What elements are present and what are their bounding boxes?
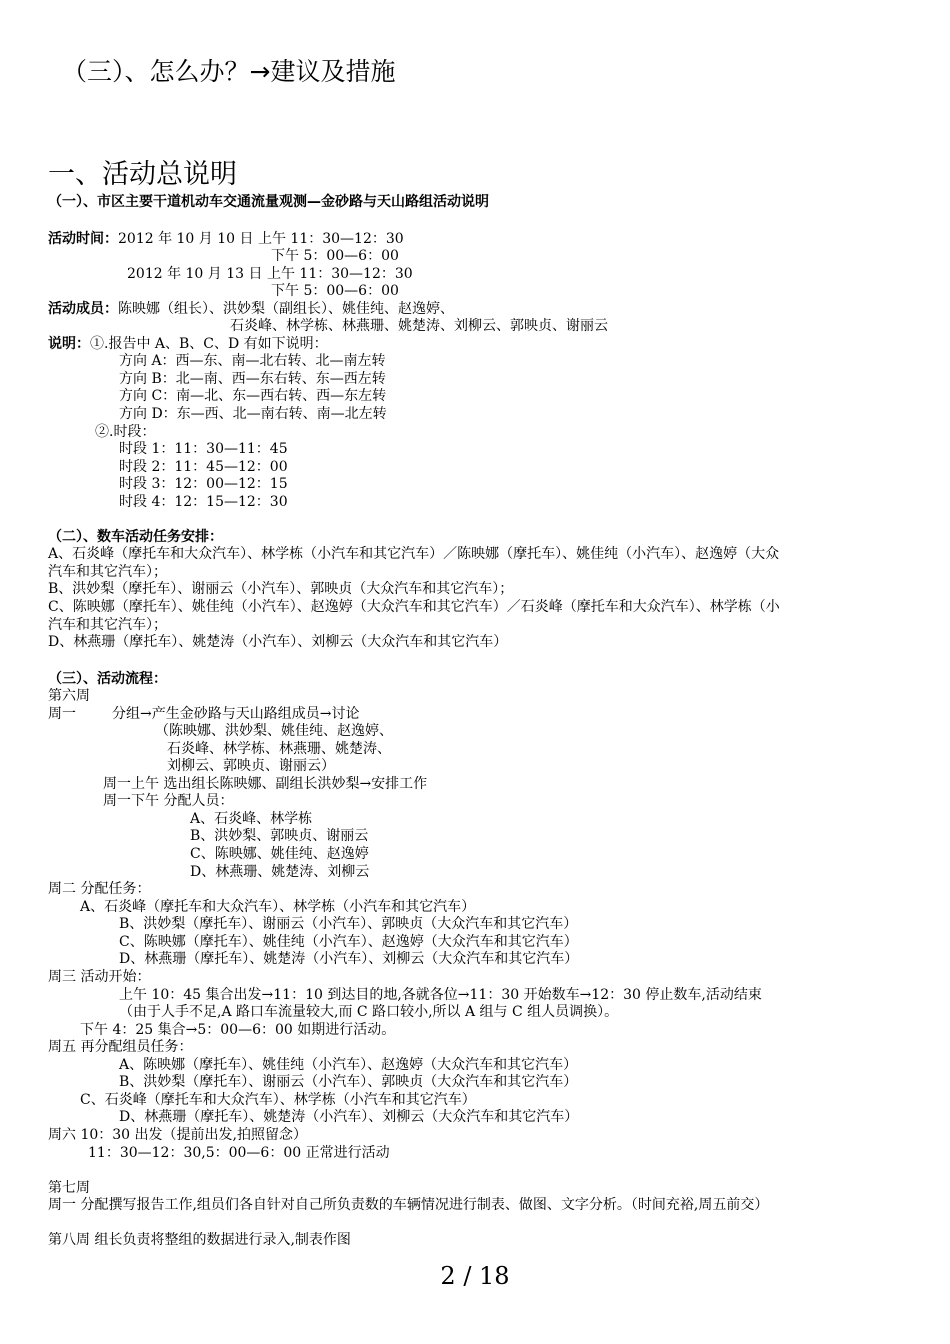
period-1: 时段 1：11：30—11：45 — [119, 441, 288, 457]
heading-suggestions: （三）、怎么办？→建议及措施 — [62, 57, 396, 86]
activity-time-label: 活动时间： — [48, 231, 118, 247]
activity-time-line-3: 2012 年 10 月 13 日 上午 11：30—12：30 — [127, 266, 413, 282]
members-line-2: 石炎峰、林学栋、林燕珊、姚楚涛、刘柳云、郭映贞、谢丽云 — [230, 318, 608, 334]
direction-b: 方向 B：北—南、西—东右转、东—西左转 — [119, 371, 386, 387]
mon-assign-d: D、林燕珊、姚楚涛、刘柳云 — [190, 864, 370, 880]
mon-assign-b: B、洪妙梨、郭映贞、谢丽云 — [190, 828, 369, 844]
wed-line-3: 下午 4：25 集合→5：00—6：00 如期进行活动。 — [80, 1022, 396, 1038]
period-4: 时段 4：12：15—12：30 — [119, 494, 288, 510]
task-d: D、林燕珊（摩托车）、姚楚涛（小汽车）、刘柳云（大众汽车和其它汽车） — [48, 634, 508, 650]
mon-group-2: 石炎峰、林学栋、林燕珊、姚楚涛、 — [167, 741, 391, 757]
mon-pm: 周一下午 分配人员： — [103, 793, 234, 809]
fri-task-b: B、洪妙梨（摩托车）、谢丽云（小汽车）、郭映贞（大众汽车和其它汽车） — [119, 1074, 578, 1090]
wed-line-1: 上午 10：45 集合出发→11：10 到达目的地,各就各位→11：30 开始数车→12：30 停止数车,活动结束 — [119, 987, 762, 1003]
task-a-line-1: A、石炎峰（摩托车和大众汽车）、林学栋（小汽车和其它汽车）／陈映娜（摩托车）、姚佳纯（小汽车）、赵逸婷（大众 — [48, 546, 780, 562]
week-8: 第八周 组长负责将整组的数据进行录入,制表作图 — [48, 1232, 351, 1248]
fri-task-d: D、林燕珊（摩托车）、姚楚涛（小汽车）、刘柳云（大众汽车和其它汽车） — [119, 1109, 579, 1125]
tue-task-a: A、石炎峰（摩托车和大众汽车）、林学栋（小汽车和其它汽车） — [80, 899, 476, 915]
members-line-1 — [48, 301, 454, 318]
tue-task-d: D、林燕珊（摩托车）、姚楚涛（小汽车）、刘柳云（大众汽车和其它汽车） — [119, 951, 579, 967]
week-6: 第六周 — [48, 688, 90, 704]
fri-task-a: A、陈映娜（摩托车）、姚佳纯（小汽车）、赵逸婷（大众汽车和其它汽车） — [119, 1057, 578, 1073]
wed-label: 周三 活动开始： — [48, 969, 151, 985]
task-a-line-2: 汽车和其它汽车）； — [48, 564, 167, 580]
tue-task-c: C、陈映娜（摩托车）、姚佳纯（小汽车）、赵逸婷（大众汽车和其它汽车） — [119, 934, 578, 950]
subsection-1-title: （一）、市区主要干道机动车交通流量观测—金砂路与天山路组活动说明 — [48, 194, 489, 210]
tue-task-b: B、洪妙梨（摩托车）、谢丽云（小汽车）、郭映贞（大众汽车和其它汽车） — [119, 916, 578, 932]
activity-time-line-2: 下午 5：00—6：00 — [271, 248, 399, 264]
sat-line-1: 周六 10：30 出发（提前出发,拍照留念） — [48, 1127, 307, 1143]
subsection-3-title: （三）、活动流程： — [48, 671, 167, 687]
period-label: ②.时段： — [95, 424, 156, 440]
period-2: 时段 2：11：45—12：00 — [119, 459, 288, 475]
mon-am: 周一上午 选出组长陈映娜、副组长洪妙梨→安排工作 — [103, 776, 428, 792]
fri-label: 周五 再分配组员任务： — [48, 1039, 193, 1055]
members-label: 活动成员： — [48, 301, 118, 317]
task-c-line-1: C、陈映娜（摩托车）、姚佳纯（小汽车）、赵逸婷（大众汽车和其它汽车）／石炎峰（摩托车和大众汽车）、林学栋（小 — [48, 599, 780, 615]
week-7: 第七周 — [48, 1180, 90, 1196]
tue-label: 周二 分配任务： — [48, 881, 151, 897]
mon-assign-c: C、陈映娜、姚佳纯、赵逸婷 — [190, 846, 369, 862]
task-c-line-2: 汽车和其它汽车）； — [48, 617, 167, 633]
mon-label: 周一 — [48, 706, 76, 722]
activity-time-value-1: 2012 年 10 月 10 日 上午 11：30—12：30 — [118, 231, 404, 247]
explain-line-1 — [48, 336, 328, 353]
activity-time-line-4: 下午 5：00—6：00 — [271, 283, 399, 299]
members-value-1: 陈映娜（组长）、洪妙梨（副组长）、姚佳纯、赵逸婷、 — [118, 301, 454, 317]
explain-label: 说明： — [48, 336, 90, 352]
mon-assign-a: A、石炎峰、林学栋 — [190, 811, 313, 827]
mon-group-3: 刘柳云、郭映贞、谢丽云） — [167, 758, 335, 774]
direction-c: 方向 C：南—北、东—西右转、西—东左转 — [119, 388, 387, 404]
period-3: 时段 3：12：00—12：15 — [119, 476, 288, 492]
mon-group-1: （陈映娜、洪妙梨、姚佳纯、赵逸婷、 — [155, 723, 393, 739]
direction-a: 方向 A：西—东、南—北右转、北—南左转 — [119, 353, 386, 369]
subsection-2-title: （二）、数车活动任务安排： — [48, 529, 223, 545]
direction-d: 方向 D：东—西、北—南右转、南—北左转 — [119, 406, 387, 422]
week-7-mon: 周一 分配撰写报告工作,组员们各自针对自己所负责数的车辆情况进行制表、做图、文字分析。（时间充裕,周五前交） — [48, 1197, 769, 1213]
page-number: 2 / 18 — [440, 1262, 510, 1290]
task-b: B、洪妙梨（摩托车）、谢丽云（小汽车）、郭映贞（大众汽车和其它汽车）； — [48, 581, 514, 597]
mon-text: 分组→产生金砂路与天山路组成员→讨论 — [112, 706, 360, 722]
wed-line-2: （由于人手不足,A 路口车流量较大,而 C 路口较小,所以 A 组与 C 组人员调换）。 — [119, 1004, 619, 1020]
section-title: 一、活动总说明 — [48, 159, 237, 190]
sat-line-2: 11：30—12：30,5：00—6：00 正常进行活动 — [88, 1145, 390, 1161]
explain-value-1: ①.报告中 A、B、C、D 有如下说明： — [90, 336, 328, 352]
activity-time-line-1 — [48, 231, 404, 248]
fri-task-c: C、石炎峰（摩托车和大众汽车）、林学栋（小汽车和其它汽车） — [80, 1092, 476, 1108]
